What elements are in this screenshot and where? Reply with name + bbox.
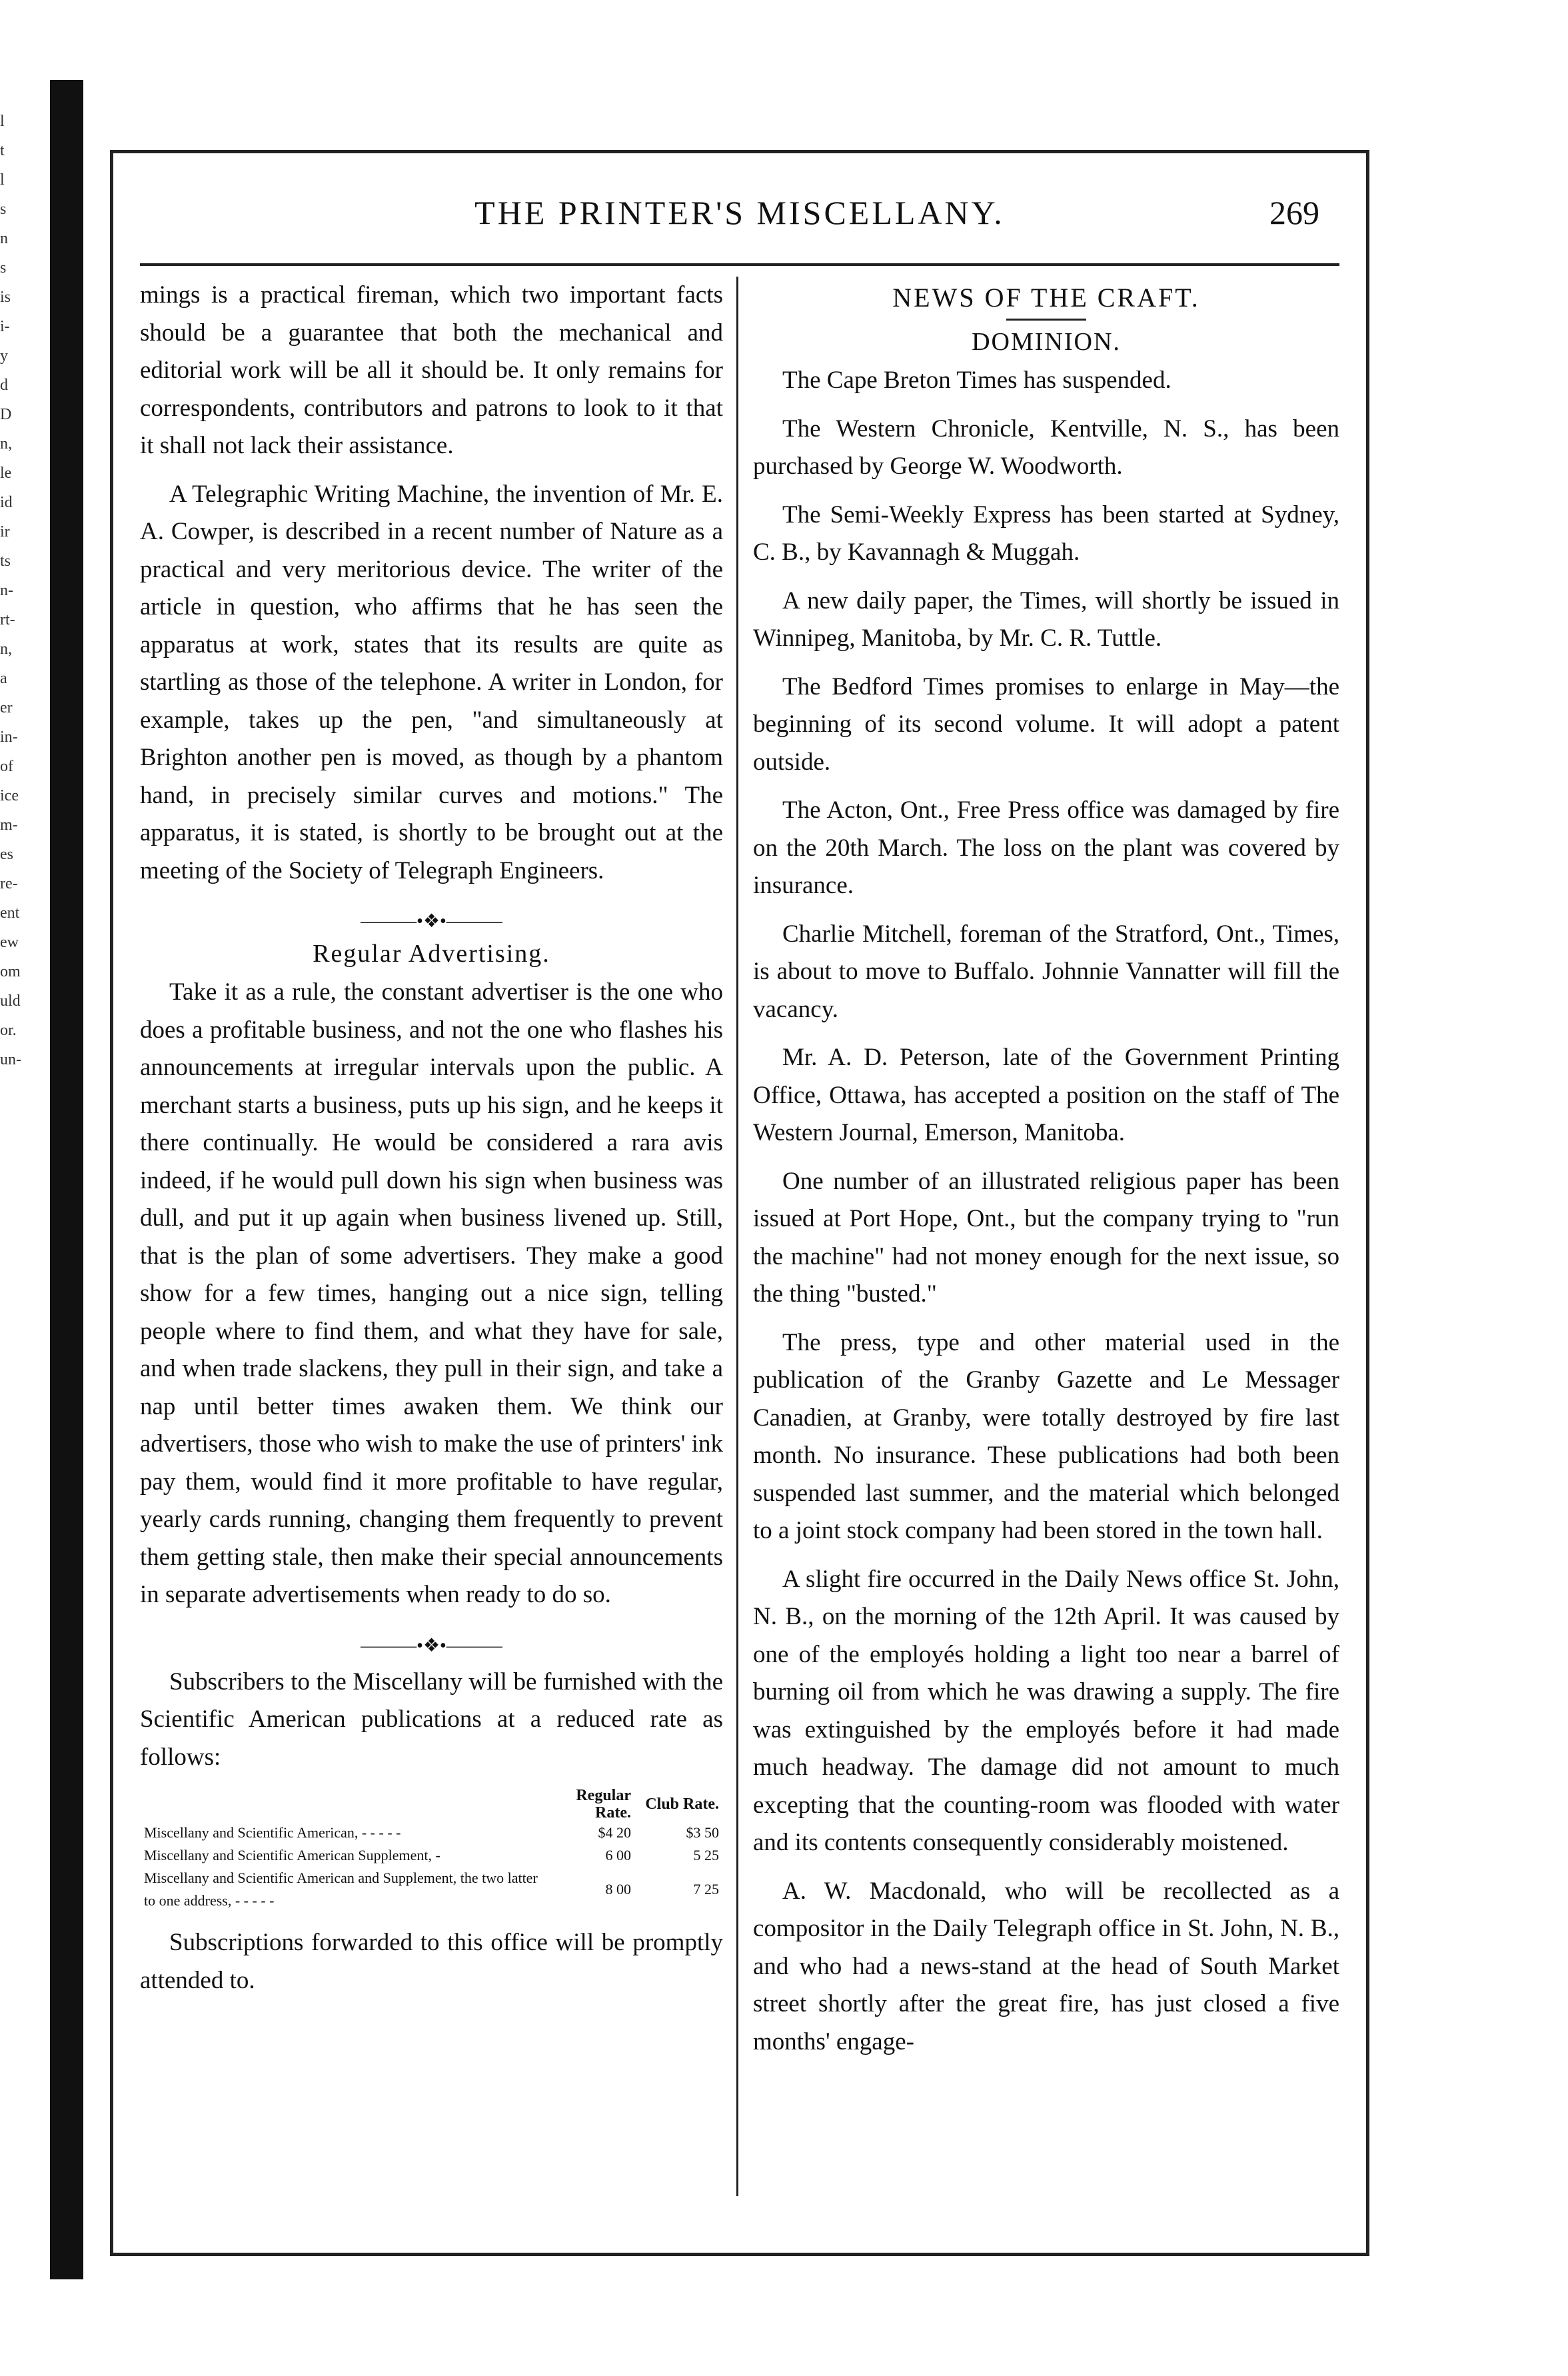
- news-item: A new daily paper, the Times, will shortly be issued in Winnipeg, Manitoba, by Mr. C. R. Tuttle.: [753, 587, 1339, 652]
- edge-fragment: n-: [0, 582, 13, 599]
- paragraph: mings is a practical fireman, which two important facts should be a guarantee that both the mechanical and editorial work will be all it should be. It only remains for correspondents, contributors and patrons to look to it that it shall not lack their assistance.: [140, 281, 723, 459]
- news-item: The press, type and other material used in the publication of the Granby Gazette and Le Messager Canadien, at Granby, were totally destroyed by fire last month. No insurance. These publications had both been suspended last summer, and the material which belonged to a joint stock company had been stored in the town hall.: [753, 1328, 1339, 1544]
- edge-fragment: er: [0, 699, 13, 716]
- title-rule: [1006, 319, 1086, 321]
- edge-fragment: l: [0, 171, 5, 189]
- edge-fragment: of: [0, 758, 13, 775]
- edge-fragment: i-: [0, 318, 10, 335]
- page-number: 269: [1269, 194, 1319, 231]
- rate-label: Miscellany and Scientific American, - - - - -: [144, 1824, 401, 1841]
- page-frame: [110, 150, 1369, 2256]
- rates-header-club: Club Rate.: [645, 1795, 719, 1813]
- running-title: THE PRINTER'S MISCELLANY.: [474, 194, 1005, 231]
- regular-rate: $4 20: [598, 1824, 631, 1841]
- edge-fragment: in-: [0, 728, 18, 746]
- edge-fragment: or.: [0, 1022, 17, 1039]
- rate-label: Miscellany and Scientific American and Supplement, the two latter to one address, - - - - -: [144, 1869, 538, 1909]
- left-column: [140, 277, 723, 2196]
- news-item: The Cape Breton Times has suspended.: [782, 367, 1172, 394]
- edge-fragment: s: [0, 201, 7, 218]
- edge-fragment: is: [0, 289, 11, 306]
- edge-fragment: y: [0, 347, 8, 365]
- edge-fragment: t: [0, 142, 5, 159]
- rates-table: [140, 1787, 723, 1912]
- club-rate: 7 25: [693, 1881, 719, 1897]
- edge-fragment: ir: [0, 523, 10, 541]
- edge-fragment: es: [0, 846, 13, 863]
- edge-fragment: rt-: [0, 611, 15, 628]
- edge-fragment: n: [0, 230, 8, 247]
- news-item: Charlie Mitchell, foreman of the Stratford, Ont., Times, is about to move to Buffalo. Johnnie Vannatter will fill the vacancy.: [753, 920, 1339, 1023]
- table-row: [140, 1821, 723, 1844]
- section-title: NEWS OF THE CRAFT.: [892, 283, 1200, 313]
- regular-rate: 8 00: [605, 1881, 631, 1897]
- edge-fragment: a: [0, 670, 7, 687]
- news-item: The Acton, Ont., Free Press office was damaged by fire on the 20th March. The loss on the plant was covered by insurance.: [753, 796, 1339, 899]
- edge-fragment: ent: [0, 904, 20, 922]
- edge-fragment: d: [0, 377, 8, 394]
- edge-fragment: D: [0, 406, 12, 423]
- edge-fragment: s: [0, 259, 7, 277]
- column-divider: [736, 277, 738, 2196]
- edge-fragment: ts: [0, 553, 11, 570]
- edge-fragment: l: [0, 113, 5, 130]
- paragraph: A Telegraphic Writing Machine, the invention of Mr. E. A. Cowper, is described in a recent number of Nature as a practical and very meritorious device. The writer of the article in question, who affirms that he has seen the apparatus at work, states that its results are quite as startling as those of the telephone. A writer in London, for example, takes up the pen, "and simultaneously at Brighton another pen is moved, as though by a phantom hand, in precisely similar curves and motions." The apparatus, it is stated, is shortly to be brought out at the meeting of the Society of Telegraph Engineers.: [140, 480, 723, 884]
- header-rule: [140, 263, 1339, 266]
- news-item: The Bedford Times promises to enlarge in May—the beginning of its second volume. It will adopt a patent outside.: [753, 672, 1339, 776]
- edge-fragment: n,: [0, 435, 12, 453]
- news-item: A. W. Macdonald, who will be recollected as a compositor in the Daily Telegraph office in St. John, N. B., and who had a news-stand at the head of South Market street shortly after the great fire, has just closed a five months' engage-: [753, 1877, 1339, 2055]
- edge-fragment: n,: [0, 640, 12, 658]
- paragraph: Subscribers to the Miscellany will be furnished with the Scientific American publications at a reduced rate as follows:: [140, 1668, 723, 1771]
- edge-fragment: om: [0, 963, 21, 980]
- news-item: A slight fire occurred in the Daily News office St. John, N. B., on the morning of the 12th April. It was caused by one of the employés holding a light too near a barrel of burning oil from which he was drawing a supply. The fire was extinguished by the employés before it had made much headway. The damage did not amount to much excepting that the counting-room was flooded with water and its contents consequently considerably moistened.: [753, 1565, 1339, 1856]
- edge-fragment: m-: [0, 816, 18, 834]
- news-item: The Western Chronicle, Kentville, N. S., has been purchased by George W. Woodworth.: [753, 415, 1339, 480]
- regular-rate: 6 00: [605, 1847, 631, 1863]
- news-item: One number of an illustrated religious paper has been issued at Port Hope, Ont., but the company trying to "run the machine" had not money enough for the next issue, so the thing "busted.": [753, 1167, 1339, 1308]
- edge-fragment: ew: [0, 934, 19, 951]
- rates-header-regular: Regular Rate.: [576, 1787, 631, 1821]
- table-row: [140, 1844, 723, 1867]
- news-item: Mr. A. D. Peterson, late of the Government Printing Office, Ottawa, has accepted a position on the staff of The Western Journal, Emerson, Manitoba.: [753, 1044, 1339, 1146]
- ornament-divider: ———•❖•———: [361, 911, 502, 932]
- news-item: The Semi-Weekly Express has been started at Sydney, C. B., by Kavannagh & Muggah.: [753, 501, 1339, 566]
- edge-fragment: re-: [0, 875, 18, 892]
- section-subtitle: DOMINION.: [972, 328, 1121, 356]
- page-header: [113, 153, 1366, 240]
- paragraph: Take it as a rule, the constant advertiser is the one who does a profitable business, and not the one who flashes his announcements at irregular intervals upon the public. A merchant starts a business, puts up his sign, and he keeps it there continually. He would be considered a rara avis indeed, if he would pull down his sign when business was dull, and put it up again when business livened up. Still, that is the plan of some advertisers. They make a good show for a few times, hanging out a nice sign, telling people where to find them, and what they have for sale, and when trade slackens, they pull in their sign, and take a nap until better times awaken them. We think our advertisers, those who wish to make the use of printers' ink pay them, would find it more profitable to have regular, yearly cards running, changing them frequently to prevent them getting stale, then make their special announcements in separate advertisements when ready to do so.: [140, 978, 723, 1608]
- club-rate: $3 50: [686, 1824, 719, 1841]
- edge-fragment: id: [0, 494, 13, 511]
- edge-fragment: uld: [0, 992, 21, 1010]
- edge-fragment: le: [0, 465, 12, 482]
- edge-fragment: ice: [0, 787, 19, 804]
- edge-fragment: un-: [0, 1051, 21, 1068]
- ornament-divider: ———•❖•———: [361, 1635, 502, 1656]
- paragraph: Subscriptions forwarded to this office will be promptly attended to.: [140, 1929, 723, 1994]
- binding-shadow: [50, 80, 83, 2279]
- table-row: [140, 1867, 723, 1912]
- right-column: [753, 277, 1339, 2196]
- club-rate: 5 25: [693, 1847, 719, 1863]
- article-heading: Regular Advertising.: [313, 940, 550, 968]
- rate-label: Miscellany and Scientific American Supplement, -: [144, 1847, 440, 1863]
- adjacent-page-fragments: [0, 107, 50, 2279]
